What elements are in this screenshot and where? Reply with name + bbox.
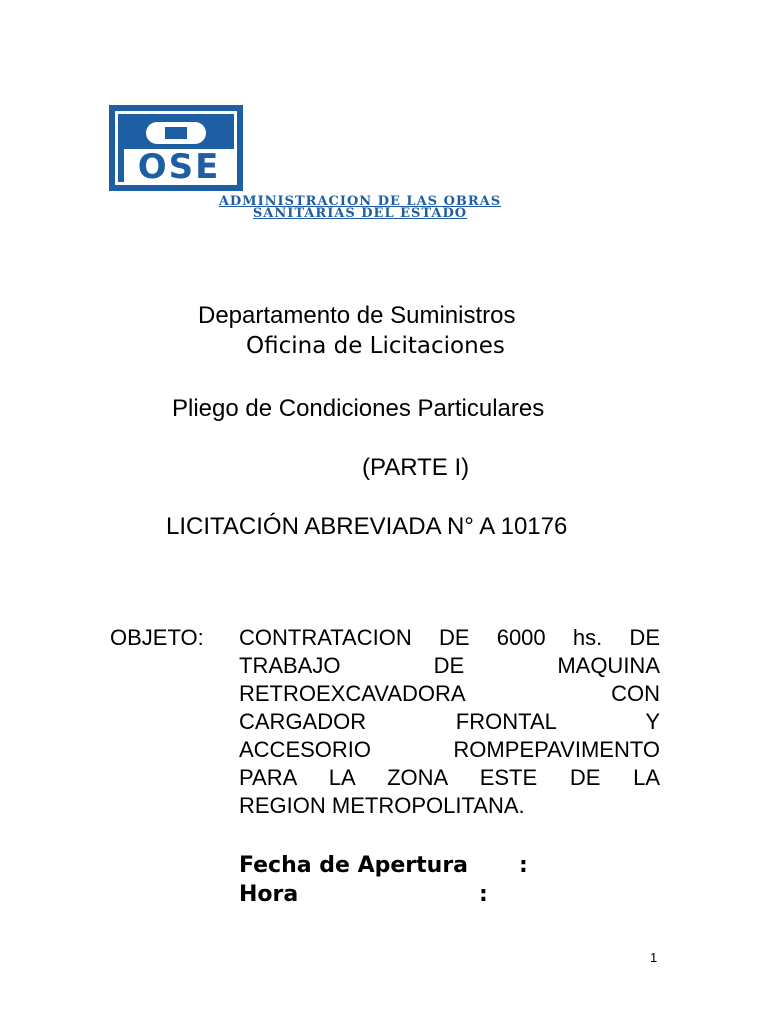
- objeto-line: REGION METROPOLITANA.: [239, 793, 525, 818]
- tender-number: LICITACIÓN ABREVIADA N° A 10176: [166, 513, 568, 540]
- objeto-label: OBJETO:: [110, 625, 204, 650]
- logo-frame: [115, 111, 237, 185]
- agency-name-line2: SANITARIAS DEL ESTADO: [252, 206, 468, 221]
- fecha-apertura-row: [239, 852, 528, 880]
- objeto-line: PARA LA ZONA ESTE DE LA: [239, 765, 660, 790]
- objeto-line: CARGADOR FRONTAL Y: [239, 709, 660, 734]
- fecha-apertura-label: Fecha de Apertura: [239, 853, 469, 878]
- objeto-line: CONTRATACION DE 6000 hs. DE: [239, 625, 660, 650]
- ose-logo: [109, 105, 243, 191]
- hora-label: Hora: [239, 882, 299, 907]
- hora-separator: :: [479, 882, 488, 907]
- logo-symbol: [146, 122, 206, 144]
- hora-row: [239, 881, 488, 909]
- objeto-line: ACCESORIO ROMPEPAVIMENTO: [239, 737, 660, 762]
- logo-text: OSE: [124, 149, 234, 185]
- objeto-line: RETROEXCAVADORA CON: [239, 681, 660, 706]
- fecha-separator: :: [519, 853, 528, 878]
- objeto-line: TRABAJO DE MAQUINA: [239, 653, 660, 678]
- page-number: 1: [650, 950, 658, 965]
- office-title: Oficina de Licitaciones: [246, 333, 505, 359]
- document-type: Pliego de Condiciones Particulares: [172, 395, 545, 422]
- objeto-description: [239, 624, 660, 820]
- document-part: (PARTE I): [362, 454, 470, 481]
- department-title: Departamento de Suministros: [198, 302, 516, 329]
- agency-name-line1: ADMINISTRACION DE LAS OBRAS: [218, 194, 502, 209]
